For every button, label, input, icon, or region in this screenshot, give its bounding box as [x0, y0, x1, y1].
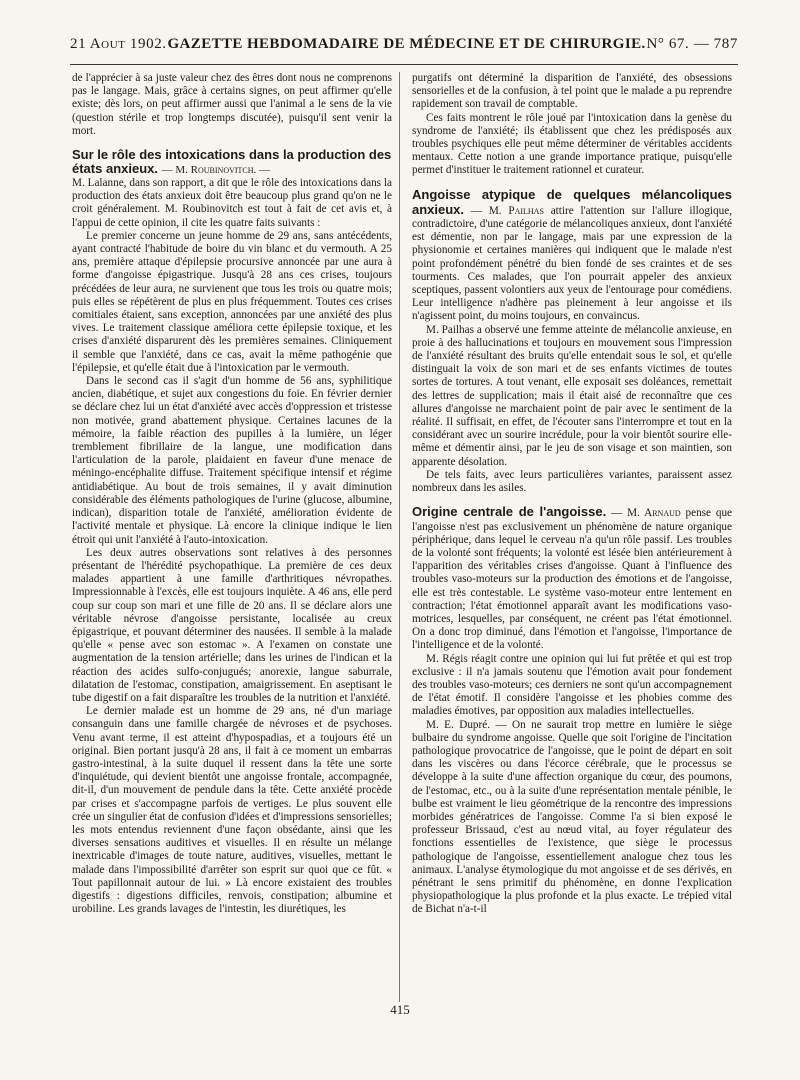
- paragraph: M. Régis réagit contre une opinion qui lui fut prêtée et qui est trop exclusive : il n'a jamais soutenu que l'émotion avait pour fondement des troubles vaso-moteurs; ces derniers ne sont qu'un accompagnement de l'état émotif. Il considère l'angoisse et les phobies comme des maladies émotives, par opposition aux maladies intellectuelles.: [412, 652, 732, 718]
- paragraph: Ces faits montrent le rôle joué par l'intoxication dans la genèse du syndrome de l'anxiété; ils établissent que chez les prédisposés aux troubles psychiques elle peut même déterminer de véritables accidents mentaux. Cette notion a une grande importance pratique, puisqu'elle permet d'instituer le traitement rationnel et curateur.: [412, 111, 732, 177]
- section-author: — M. Arnaud: [611, 507, 681, 520]
- section-paragraph: [412, 188, 732, 324]
- paragraph: purgatifs ont déterminé la disparition de l'anxiété, des obsessions sensorielles et de la confusion, à tel point que le malade a pu reprendre rapidement son travail de comptable.: [412, 72, 732, 111]
- paragraph: Les deux autres observations sont relatives à des personnes présentant de l'hérédité psychopathique. La première de ces deux malades appartient à une famille d'arthritiques névropathes. Impressionnable à l'excès, elle est toujours inquiète. A 46 ans, elle perd coup sur coup son mari et une fille de 20 ans. Il se déclare alors une véritable névrose d'angoisse persistante, localisée au creux épigastrique, et pouvant déterminer des nausées. Il semble à la malade qu'elle « pense avec son estomac ». A l'examen on constate une augmentation de la tension artérielle; dans les urines de l'indican et la réaction des acides sulfo-conjugués; anorexie, langue saburrale, dilatation de l'estomac, constipation, amaigrissement. En aseptisant le tube digestif on a fait disparaître les troubles de la nutrition et l'anxiété.: [72, 546, 392, 704]
- section-text: pense que l'angoisse n'est pas exclusivement un phénomène de nature organique périphérique, dans lequel le cerveau n'a qu'un rôle passif. Les troubles de la volonté sont fréquents; la volonté est lésée bien antérieurement à l'apparition des véritables crises d'angoisse. Quant à l'influence des troubles vaso-moteurs sur la production des émotions et de l'angoisse, elle est très contestable. Le système vaso-moteur entre lentement en contraction; l'état émotionnel apparaît avant les modifications vaso-motrices, lesquelles, par conséquent, ne créent pas l'état émotionnel. On a donc trop diminué, dans l'émotion et l'angoisse, l'importance de l'intelligence et de la volonté.: [412, 507, 732, 652]
- running-header: [70, 36, 738, 62]
- section-title: Origine centrale de l'angoisse.: [412, 504, 607, 520]
- left-column: [72, 72, 392, 916]
- paragraph: M. E. Dupré. — On ne saurait trop mettre en lumière le siège bulbaire du syndrome angoisse. Quelle que soit l'origine de l'incitation pathologique provocatrice de l'angoisse, que le point de départ en soit dans les viscères ou dans l'écorce cérébrale, que le processus se développe à la suite d'une affection organique du cœur, des poumons, de l'estomac, etc., ou à la suite d'une représentation mentale pénible, le bulbe est vraiment le lieu géométrique de la rencontre des impressions morbides génératrices de l'angoisse. Comme l'a si bien exposé le professeur Brissaud, c'est au nœud vital, au foyer régulateur des fonctions essentielles de l'existence, que siège le processus pathologique de l'angoisse, essentiellement analogue chez tous les animaux. L'analyse étymologique du mot angoisse et de ses dérivés, en pénétrant le sens primitif du phénomène, en donne l'explication physiopathologique la plus profonde et la plus exacte. Le trépied vital de Bichat n'a-t-il: [412, 718, 732, 916]
- header-rule: [70, 64, 738, 65]
- section-title: Angoisse atypique de quelques mélancoliques anxieux.: [412, 186, 732, 217]
- paragraph: M. Lalanne, dans son rapport, a dit que le rôle des intoxications dans la production des états anxieux doit être beaucoup plus grand qu'on ne le croit généralement. M. Roubinovitch est tout à fait de cet avis et, à l'appui de cette opinion, il cite les quatre faits suivants :: [72, 177, 392, 229]
- paragraph: Le dernier malade est un homme de 29 ans, né d'un mariage consanguin dans une famille chargée de névroses et de psychoses. Venu avant terme, il est atteint d'hypospadias, et a toujours été un original. Bien portant jusqu'à 28 ans, il fait à ce moment un embarras gastro-intestinal, à la suite duquel il ressent dans la tête une sorte d'inquiétude, qui devient bientôt une angoisse frontale, accompagnée, dit-il, d'un mouvement de pendule dans la tête. Cette anxiété procède par crises et s'accompagne parfois de vertiges. Le plus souvent elle crée un singulier état de confusion d'idées et d'impressions sensorielles; les mots entendus reviennent d'une façon obsédante, ainsi que les diverses sensations auditives et visuelles. Il en résulte un mélange inextricable d'images de toute nature, auditives, visuelles, mettant le malade dans l'impossibilité d'arrêter son esprit sur quoi que ce fût. « Tout papillonnait autour de lui. » Là encore existaient des troubles digestifs : digestions difficiles, renvois, constipation; albumine et urobiline. Les grands lavages de l'intestin, les diurétiques, les: [72, 705, 392, 916]
- issue-date: 21 Aout 1902.: [70, 36, 167, 52]
- column-divider: [399, 72, 400, 1002]
- section-paragraph: [412, 505, 732, 652]
- section-title: Sur le rôle des intoxications dans la production des états anxieux.: [72, 147, 392, 177]
- section-author: — M. Pailhas: [470, 204, 544, 217]
- right-column: [412, 72, 732, 917]
- issue-number: N° 67. — 787: [646, 36, 738, 52]
- paragraph: M. Pailhas a observé une femme atteinte de mélancolie anxieuse, en proie à des hallucinations et toujours en mouvement sous l'impression de l'anxiété résultant des bruits qu'elle entendait sous le sol, et qu'elle distinguait la voix de son mari et de ses enfants victimes de toutes sortes de tortures. A tout venant, elle exposait ses doléances, remettait des lettres de supplication; mais il était aisé de reconnaître que ces allures d'angoisse ne marchaient point de pair avec le sentiment de la réalité. Il suffisait, en effet, de l'écouter sans l'interrompre et tout en la considérant avec un sourire incrédule, pour la voir bientôt sourire elle-même et démentir ainsi, par le jeu de son visage et son maintien, son apparente désolation.: [412, 323, 732, 468]
- section-heading: [72, 148, 392, 177]
- section-author: — M. Roubinovitch. —: [161, 164, 271, 177]
- journal-title: GAZETTE HEBDOMADAIRE DE MÉDECINE ET DE CHIRURGIE.: [167, 36, 646, 52]
- page-folio: 415: [390, 1002, 410, 1017]
- section-text: attire l'attention sur l'allure illogique, contradictoire, d'une catégorie de mélancoliques anxieux, dont l'anxiété est démentie, non par le langage, mais par une expression de la physionomie et certaines manières qui indiquent que le malade n'est point profondément pénétré du bien fondé de ses craintes et de ses tourments. Ces malades, que l'on pourrait appeler des anxieux sceptiques, passent volontiers aux yeux de l'entourage pour comédiens. Leur intelligence n'adhère pas pleinement à leur angoisse et ils n'agissent point, du moins toujours, en convaincus.: [412, 204, 732, 323]
- paragraph: Le premier concerne un jeune homme de 29 ans, sans antécédents, ayant contracté l'habitude de boire du vin blanc et du vermouth. A 25 ans, première attaque d'épilepsie procursive annoncée par une aura à forme d'angoisse épigastrique. Jusqu'à 28 ans ces crises, toujours précédées de leur aura, ne survienent que tous les trois ou quatre mois; puis elles se répétèrent de plus en plus fréquemment. Toutes ces crises comitiales étaient, sans exception, annoncées par une anxiété des plus vives. Le traitement classique améliora cette épilepsie toxique, et les crises d'anxiété disparurent dès les premières semaines. Cliniquement il semble que l'anxiété, dans ce cas, avait la même pathogénie que l'épilepsie, et qu'elle était due à l'intoxication par le vermouth.: [72, 229, 392, 374]
- paragraph: Dans le second cas il s'agit d'un homme de 56 ans, syphilitique ancien, diabétique, et sujet aux congestions du foie. En février dernier se déclare chez lui un état d'anxiété avec accès d'oppression et tristesse non motivée, grand abattement physique. Certaines lacunes de la mémoire, la faible réaction des pupilles à la lumière, un léger tremblement fibrillaire de la langue, une modification dans l'articulation de la parole, plaidaient en faveur d'une menace de méningo-encéphalite diffuse. Traitement spécifique intensif et régime antidiabétique. Au bout de trois semaines, il y avait diminution considérable des éléments pathologiques de l'urine (glucose, albumine, indican), disparition totale de l'anxiété, amélioration évidente de l'activité mentale et physique. Là encore la clinique indique le lien étroit qui unit l'anxiété à l'auto-intoxication.: [72, 375, 392, 546]
- paragraph: de l'apprécier à sa juste valeur chez des êtres dont nous ne comprenons pas le langage. Mais, grâce à certains signes, on peut affirmer qu'elle existe; dès lors, on peut affirmer aussi que l'animal a le sens de la vie (question stérile et trop longtemps discutée), puisqu'il sent venir la mort.: [72, 72, 392, 137]
- paragraph: De tels faits, avec leurs particulières variantes, paraissent assez nombreux dans les asiles.: [412, 468, 732, 495]
